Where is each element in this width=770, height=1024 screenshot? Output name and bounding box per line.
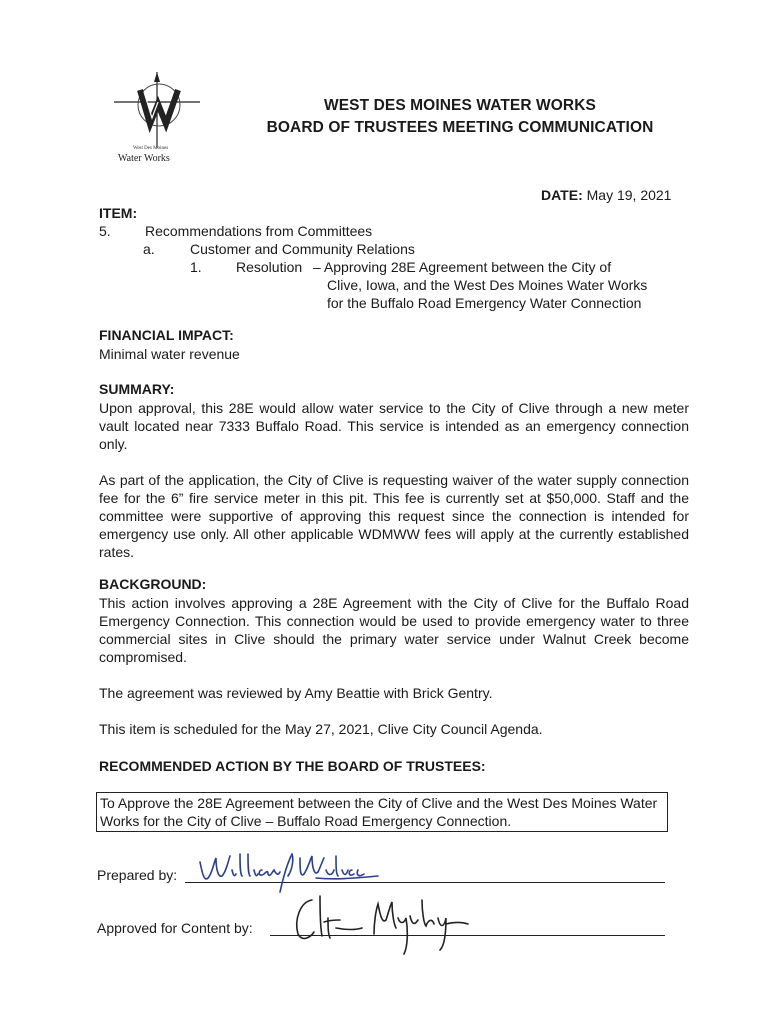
item-sub-number: 1. — [190, 259, 202, 275]
item-sub-letter: a. — [143, 241, 155, 257]
summary-heading: SUMMARY: — [99, 381, 175, 397]
item-title: Recommendations from Committees — [145, 223, 373, 239]
item-description-line2: Clive, Iowa, and the West Des Moines Water Works — [327, 277, 648, 293]
handwritten-signature-icon — [290, 890, 470, 960]
recommended-action-heading: RECOMMENDED ACTION BY THE BOARD OF TRUSTEES: — [99, 758, 486, 774]
compass-w-logo-icon — [112, 72, 202, 152]
approved-by-label: Approved for Content by: — [97, 920, 253, 936]
item-description-line3: for the Buffalo Road Emergency Water Connection — [327, 295, 642, 311]
prepared-by-signature — [196, 848, 386, 894]
prepared-by-label: Prepared by: — [97, 867, 178, 883]
financial-impact-text: Minimal water revenue — [99, 346, 240, 362]
item-sub-type: Resolution — [236, 259, 303, 275]
summary-paragraph-2: As part of the application, the City of Clive is requesting waiver of the water supply connection fee for the 6” fire service meter in this pit. This fee is currently set at $50,000. Staff and the committee were supportive of approving this request since the connection is intended for emergency use only. All other applicable WDMWW fees will apply at the currently established rates. — [99, 472, 689, 560]
item-number: 5. — [99, 223, 111, 239]
approved-by-signature — [290, 890, 470, 960]
summary-paragraph-1: Upon approval, this 28E would allow water service to the City of Clive through a new meter vault located near 7333 Buffalo Road. This service is intended as an emergency connection only. — [99, 400, 689, 452]
financial-impact-heading: FINANCIAL IMPACT: — [99, 327, 234, 343]
item-description-line1: – Approving 28E Agreement between the City of — [313, 259, 612, 275]
background-heading: BACKGROUND: — [99, 576, 207, 592]
date-value: May 19, 2021 — [586, 187, 672, 203]
logo-caption-small: West Des Moines — [133, 146, 169, 151]
date-label: DATE: — [541, 187, 583, 203]
item-sub-title: Customer and Community Relations — [190, 241, 415, 257]
background-paragraph-2: The agreement was reviewed by Amy Beattie with Brick Gentry. — [99, 685, 493, 701]
background-paragraph-3: This item is scheduled for the May 27, 2021, Clive City Council Agenda. — [99, 721, 543, 737]
item-heading: ITEM: — [99, 205, 138, 221]
handwritten-signature-icon — [196, 848, 386, 894]
document-title-line2: BOARD OF TRUSTEES MEETING COMMUNICATION — [266, 119, 654, 136]
logo-caption: Water Works — [118, 153, 170, 164]
document-title-line1: WEST DES MOINES WATER WORKS — [324, 97, 596, 114]
background-paragraph-1: This action involves approving a 28E Agreement with the City of Clive for the Buffalo Road Emergency Connection. This connection would be used to provide emergency water to three commercial sites in Clive should the primary water service under Walnut Creek become compromised. — [99, 595, 689, 665]
recommended-action-box: To Approve the 28E Agreement between the City of Clive and the West Des Moines Water Works for the City of Clive – Buffalo Road Emergency Connection. — [96, 792, 668, 832]
date-field — [541, 187, 671, 203]
